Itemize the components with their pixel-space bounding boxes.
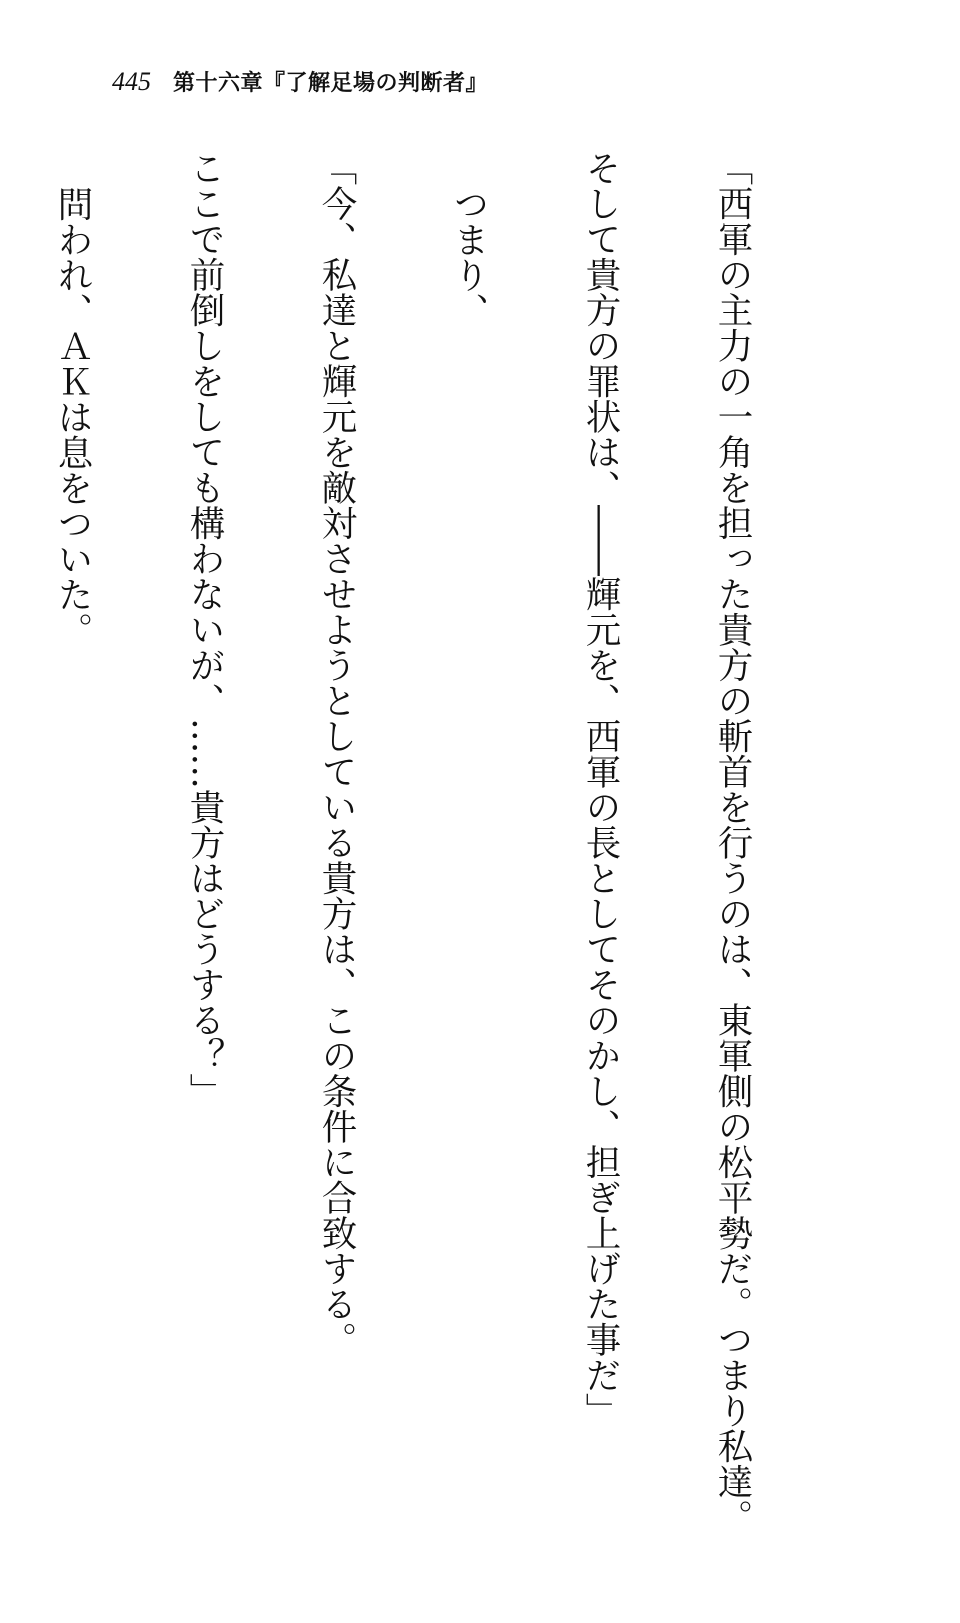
text-line: そして貴方の罪状は、――輝元を、西軍の長としてそのかし、担ぎ上げた事だ」 bbox=[580, 150, 621, 1428]
page-number: 445 bbox=[112, 67, 151, 96]
page-header bbox=[112, 66, 488, 106]
text-line: ここで前倒しをしても構わないが、……貴方はどうする？」 bbox=[184, 150, 225, 1109]
body-text bbox=[0, 150, 842, 1535]
text-line: 「今、私達と輝元を敵対させようとしている貴方は、この条件に合致する。 bbox=[316, 150, 357, 1357]
text-line: 問われ、ＡＫは息をついた。 bbox=[52, 185, 93, 647]
chapter-title: 第十六章『了解足場の判断者』 bbox=[173, 70, 489, 96]
text-line: 「西軍の主力の一角を担った貴方の斬首を行うのは、東軍側の松平勢だ。つまり私達。 bbox=[712, 150, 753, 1535]
text-line: つまり、 bbox=[448, 185, 489, 328]
